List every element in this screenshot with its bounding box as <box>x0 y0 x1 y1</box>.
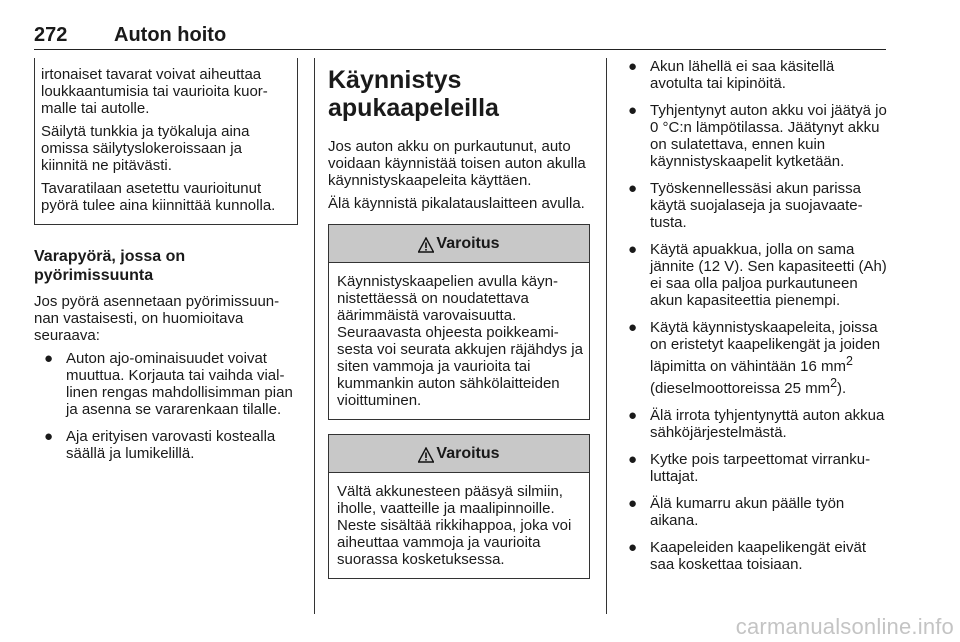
list-item <box>620 451 888 485</box>
list-item-text: Auton ajo-ominaisuudet voivat muuttua. Korjauta tai vaihda viallinen rengas mahdollisimman pian ja asenna se vararenkaan tilalle. <box>66 350 293 418</box>
list-item <box>34 350 298 418</box>
bullet-icon: ● <box>628 539 638 556</box>
list-item <box>620 495 888 529</box>
list-item <box>620 241 888 309</box>
warning-triangle-icon <box>418 447 434 463</box>
column-left <box>34 58 298 472</box>
box-paragraph: Tavaratilaan asetettu vaurioitunut pyörä tulee aina kiinnittää kunnolla. <box>41 180 276 214</box>
warning-title: Varoitus <box>436 234 500 252</box>
bullet-icon: ● <box>628 319 638 336</box>
text-fragment: Käytä käynnistyskaapeleita, joissa on eristetyt kaapelikengät ja joiden läpimitta on vähintään 16 mm <box>650 319 881 375</box>
warning-box <box>328 434 590 579</box>
warning-header <box>329 435 589 473</box>
warning-title: Varoitus <box>436 444 500 462</box>
page-header <box>34 24 886 50</box>
bullet-icon: ● <box>628 451 638 468</box>
bullet-list <box>34 350 298 462</box>
list-item <box>620 58 888 92</box>
list-item-text <box>650 319 880 397</box>
warning-text: Käynnistyskaapelien avulla käynnistettäessä on noudatettava äärimmäistä varovaisuutta. Seuraavasta ohjeesta poikkeamisesta voi seurata akkujen räjähdys ja siten vammoja ja vaurioita tai kummankin auton sähkölaitteiden vioittuminen. <box>337 273 583 409</box>
warning-triangle-icon <box>418 237 434 253</box>
list-item <box>620 319 888 397</box>
bullet-icon: ● <box>628 495 638 512</box>
list-item-text: Kaapeleiden kaapelikengät eivät saa koskettaa toisiaan. <box>650 539 866 573</box>
warning-text: Vältä akkunesteen pääsyä silmiin, iholle, vaatteille ja maalipinnoille. Neste sisältää rikkihappoa, joka voi aiheuttaa vammoja ja vaurioita suorassa kosketuksessa. <box>337 483 572 568</box>
superscript: 2 <box>845 354 853 368</box>
bullet-list <box>620 58 888 573</box>
bullet-icon: ● <box>628 241 638 258</box>
list-item <box>620 539 888 573</box>
section-intro: Jos pyörä asennetaan pyörimissuunnan vastaisesti, on huomioitava seuraava: <box>34 293 280 344</box>
bullet-icon: ● <box>628 102 638 119</box>
warning-box <box>328 224 590 420</box>
warning-header <box>329 225 589 263</box>
column-divider <box>314 58 315 614</box>
list-item-text: Tyhjentynyt auton akku voi jäätyä jo 0 °C:n lämpötilassa. Jäätynyt akku on sulatettava, ennen kuin käynnistyskaapelit kytketään. <box>650 102 887 170</box>
list-item-text: Akun lähellä ei saa käsitellä avotulta tai kipinöitä. <box>650 58 835 92</box>
column-divider <box>606 58 607 614</box>
page-number: 272 <box>34 24 68 46</box>
text-fragment: ). <box>837 380 847 397</box>
bullet-icon: ● <box>44 428 54 445</box>
list-item <box>34 428 298 462</box>
column-right <box>620 58 888 583</box>
list-item-text: Älä kumarru akun päälle työn aikana. <box>650 495 845 529</box>
bullet-icon: ● <box>628 58 638 75</box>
column-middle <box>328 58 590 593</box>
paragraph: Älä käynnistä pikalatauslaitteen avulla. <box>328 195 585 212</box>
section-heading: Varapyörä, jossa on pyörimissuunta <box>34 248 186 284</box>
box-paragraph: Säilytä tunkkia ja työkaluja aina omissa säilytyslokeroissaan ja kiinnitä ne pitävästi. <box>41 123 250 174</box>
text-fragment: (dieselmoottoreissa 25 mm <box>650 380 831 397</box>
list-item-text: Työskennellessäsi akun parissa käytä suojalaseja ja suojavaatetusta. <box>650 180 863 231</box>
bullet-icon: ● <box>628 180 638 197</box>
watermark: carmanualsonline.info <box>735 614 954 639</box>
list-item-text: Kytke pois tarpeettomat virrankuluttajat. <box>650 451 871 485</box>
paragraph: Jos auton akku on purkautunut, auto voidaan käynnistää toisen auton akulla käynnistyskaapeleita käyttäen. <box>328 138 586 189</box>
bullet-icon: ● <box>628 407 638 424</box>
page-title: Auton hoito <box>114 24 227 46</box>
section-heading: Käynnistys apukaapeleilla <box>328 66 499 122</box>
list-item-text: Aja erityisen varovasti kostealla säällä ja lumikelillä. <box>66 428 276 462</box>
list-item-text: Älä irrota tyhjentynyttä auton akkua sähköjärjestelmästä. <box>650 407 885 441</box>
list-item-text: Käytä apuakkua, jolla on sama jännite (12 V). Sen kapasiteetti (Ah) ei saa olla paljoa purkautuneen akun kapasiteettia pienempi. <box>650 241 887 309</box>
continued-warning-box <box>34 58 298 225</box>
list-item <box>620 102 888 170</box>
bullet-icon: ● <box>44 350 54 367</box>
list-item <box>620 180 888 231</box>
superscript: 2 <box>830 376 838 390</box>
box-paragraph: irtonaiset tavarat voivat aiheuttaa loukkaantumisia tai vaurioita kuormalle tai autolle. <box>41 66 268 117</box>
list-item <box>620 407 888 441</box>
